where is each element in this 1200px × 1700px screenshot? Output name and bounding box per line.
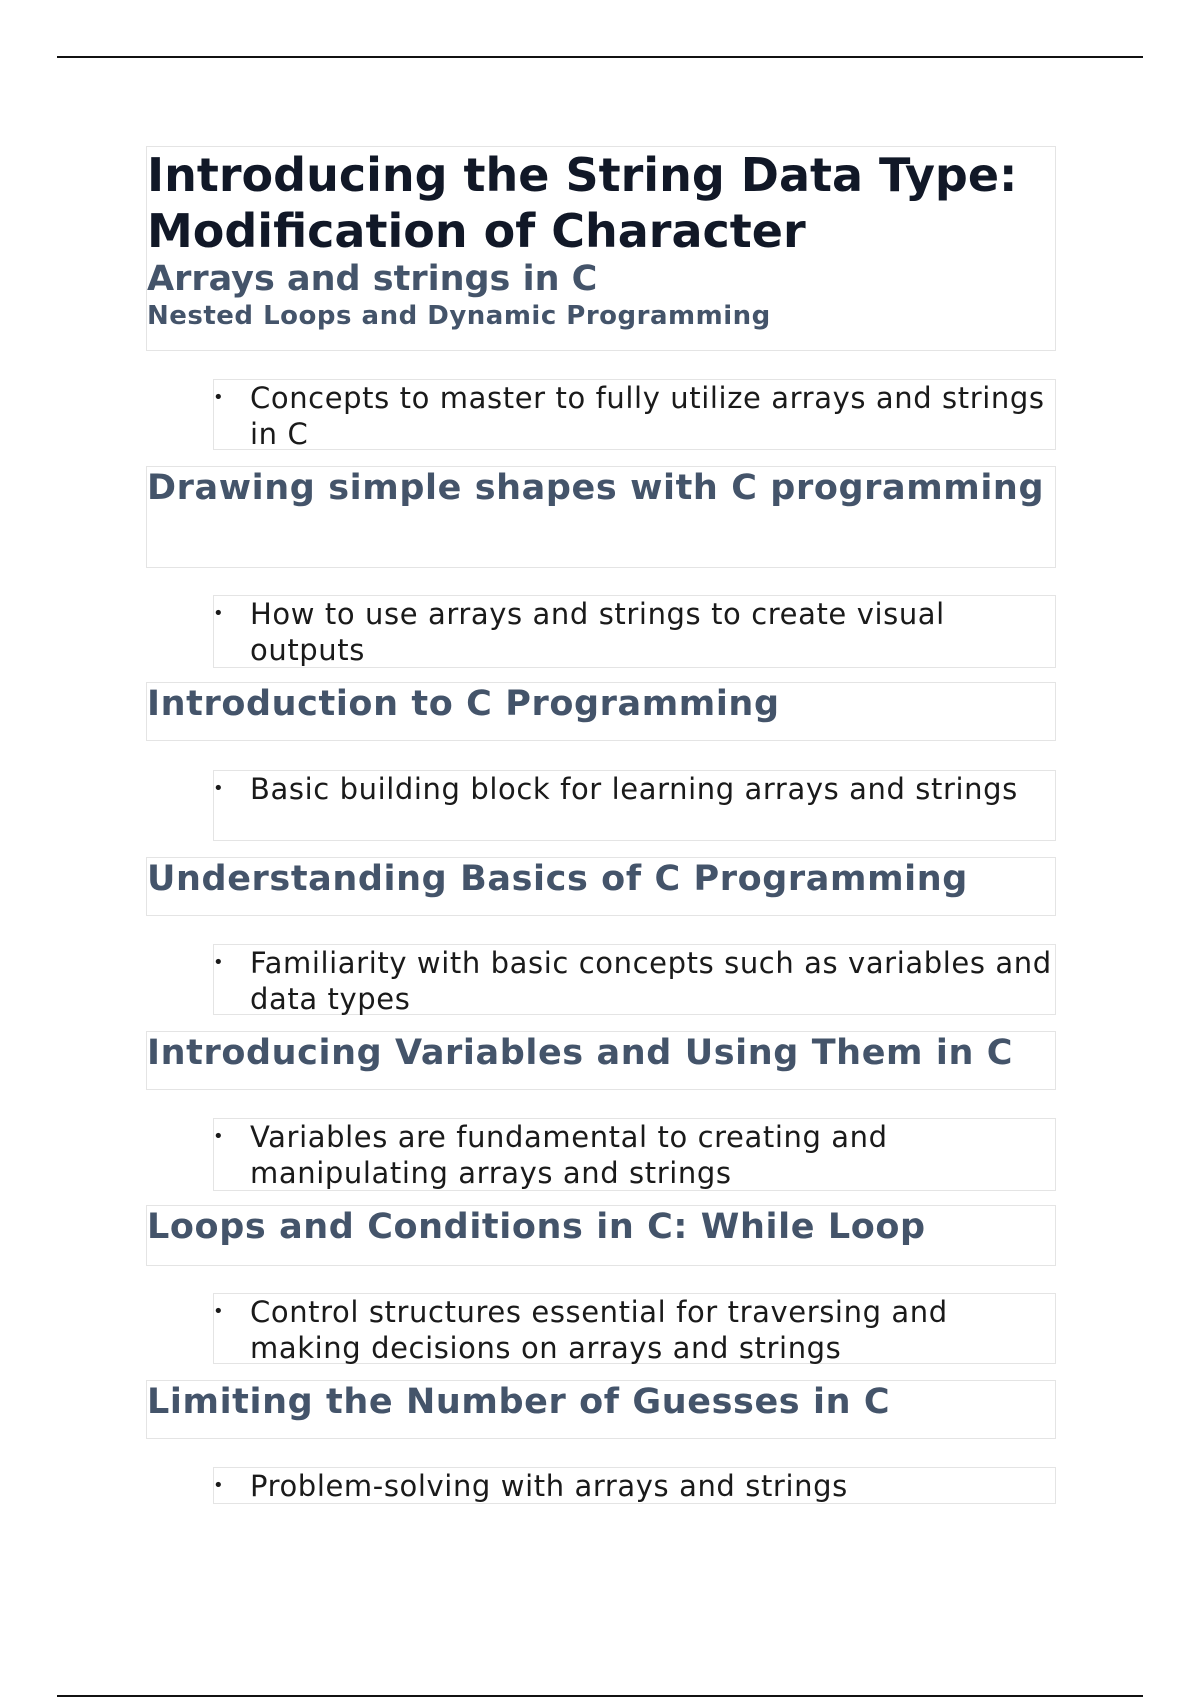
bullet-text: Variables are fundamental to creating and manipulating arrays and strings bbox=[250, 1120, 888, 1190]
bullet-text: Basic building block for learning arrays and strings bbox=[250, 772, 1018, 806]
document-title: Introducing the String Data Type: Modification of Character bbox=[147, 148, 1018, 258]
top-rule bbox=[57, 56, 1143, 58]
bullet-item bbox=[213, 1293, 1056, 1364]
bottom-rule bbox=[57, 1695, 1143, 1697]
bullet-icon: • bbox=[213, 1126, 225, 1147]
bullet-icon: • bbox=[213, 778, 225, 799]
bullet-text: Problem-solving with arrays and strings bbox=[250, 1469, 848, 1503]
bullet-item bbox=[213, 1118, 1056, 1191]
bullet-icon: • bbox=[213, 1475, 225, 1496]
document-content bbox=[146, 146, 1056, 1504]
bullet-item bbox=[213, 1467, 1056, 1504]
bullet-icon: • bbox=[213, 1301, 225, 1322]
bullet-item bbox=[213, 770, 1056, 841]
bullet-text: How to use arrays and strings to create visual outputs bbox=[250, 597, 945, 667]
bullet-icon: • bbox=[213, 603, 225, 624]
section-heading: Introducing Variables and Using Them in C bbox=[146, 1031, 1056, 1090]
bullet-item bbox=[213, 595, 1056, 668]
bullet-item bbox=[213, 379, 1056, 450]
bullet-item bbox=[213, 944, 1056, 1015]
section-heading: Introduction to C Programming bbox=[146, 682, 1056, 741]
bullet-text: Control structures essential for traversing and making decisions on arrays and strings bbox=[250, 1295, 948, 1365]
title-block bbox=[146, 146, 1056, 351]
section-heading: Drawing simple shapes with C programming bbox=[146, 466, 1056, 568]
bullet-text: Familiarity with basic concepts such as variables and data types bbox=[250, 946, 1052, 1016]
section-heading: Limiting the Number of Guesses in C bbox=[146, 1380, 1056, 1439]
bullet-text: Concepts to master to fully utilize arrays and strings in C bbox=[250, 381, 1045, 451]
section-heading: Understanding Basics of C Programming bbox=[146, 857, 1056, 916]
bullet-icon: • bbox=[213, 387, 225, 408]
section-heading: Loops and Conditions in C: While Loop bbox=[146, 1205, 1056, 1266]
bullet-icon: • bbox=[213, 952, 225, 973]
document-subtitle: Arrays and strings in C bbox=[147, 259, 598, 299]
document-subsubtitle: Nested Loops and Dynamic Programming bbox=[147, 301, 771, 331]
